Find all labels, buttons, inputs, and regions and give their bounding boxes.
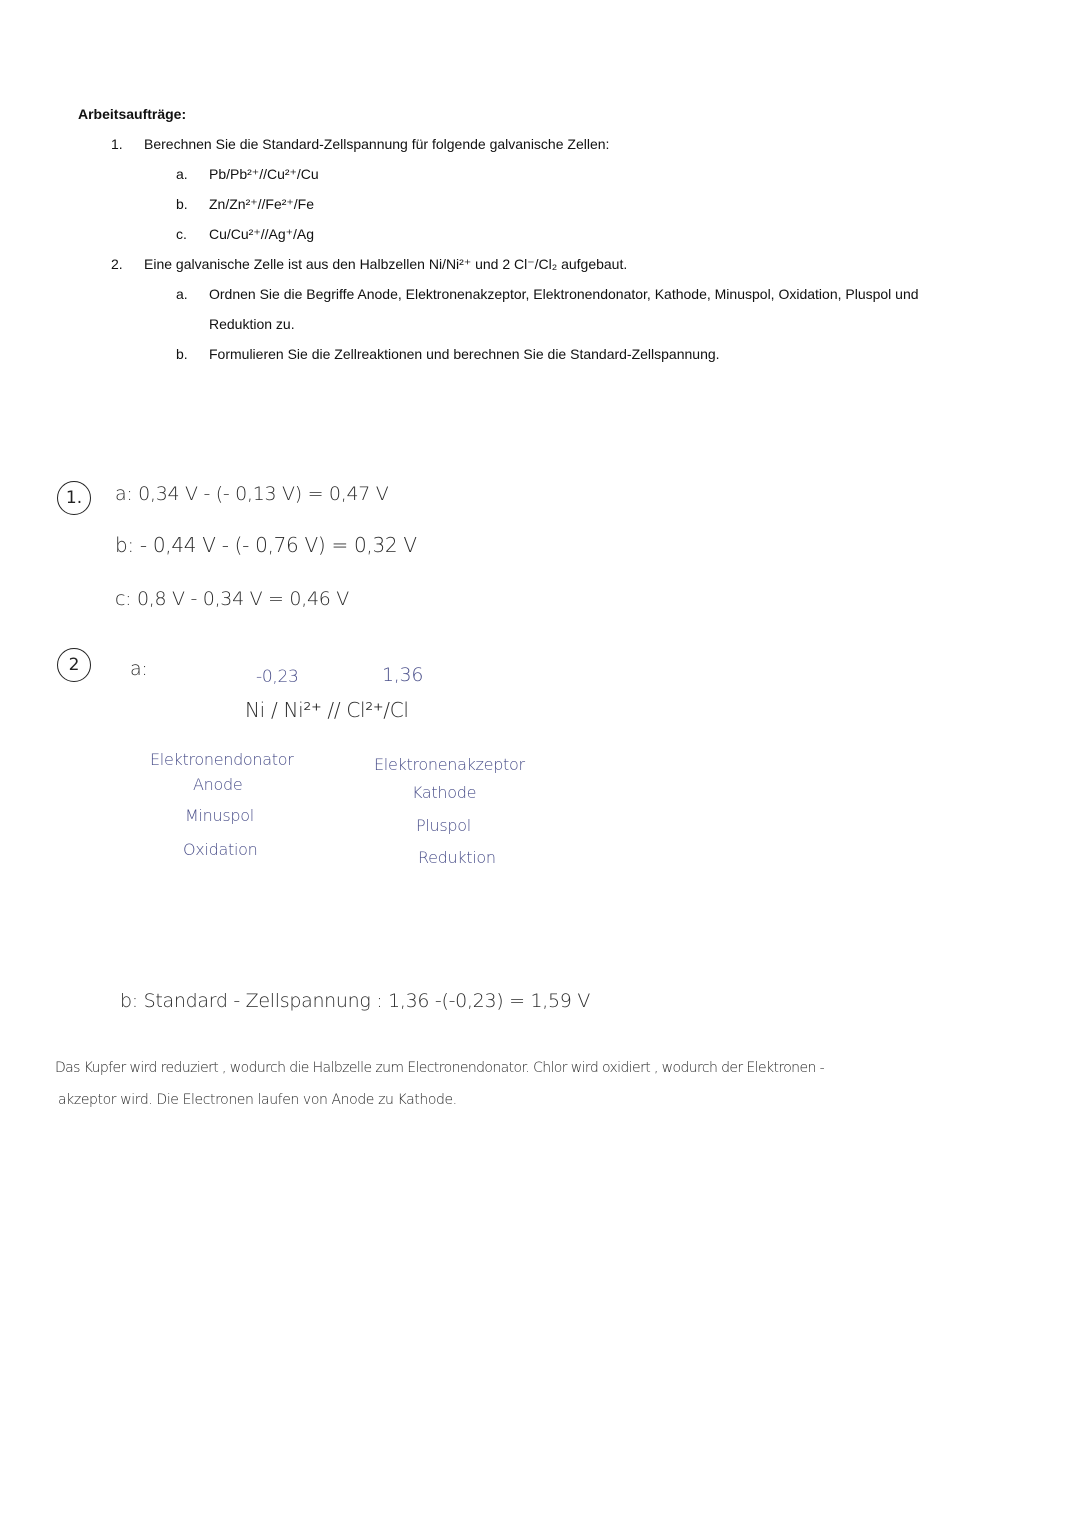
subtask-text: Ordnen Sie die Begriffe Anode, Elektronenakzeptor, Elektronendonator, Kathode, Minuspol, Oxidation, Pluspol und bbox=[209, 286, 919, 302]
explanation-line-2: akzeptor wird. Die Electronen laufen von Anode zu Kathode. bbox=[58, 1092, 457, 1108]
task-number: 1. bbox=[111, 136, 123, 152]
left-term: Anode bbox=[193, 775, 243, 794]
answer-1c: c: 0,8 V - 0,34 V = 0,46 V bbox=[115, 588, 349, 610]
right-term: Reduktion bbox=[418, 848, 496, 867]
subtask-text-continuation: Reduktion zu. bbox=[209, 316, 295, 332]
subtask-text: Cu/Cu²⁺//Ag⁺/Ag bbox=[209, 226, 315, 242]
answer-1a: a: 0,34 V - (- 0,13 V) = 0,47 V bbox=[115, 483, 389, 505]
right-potential: 1,36 bbox=[382, 664, 424, 686]
answer-2b: b: Standard - Zellspannung : 1,36 -(-0,23) = 1,59 V bbox=[120, 990, 591, 1012]
subtask-letter: b. bbox=[176, 346, 188, 362]
worksheet-heading: Arbeitsaufträge: bbox=[78, 106, 187, 122]
right-term: Pluspol bbox=[416, 816, 471, 835]
right-term: Elektronenakzeptor bbox=[374, 755, 525, 774]
task-text: Berechnen Sie die Standard-Zellspannung für folgende galvanische Zellen: bbox=[144, 136, 610, 152]
right-term: Kathode bbox=[412, 783, 477, 802]
subtask-letter: c. bbox=[176, 226, 187, 242]
cell-notation: Ni / Ni²⁺ // Cl²⁺/Cl bbox=[245, 698, 409, 722]
subtask-letter: a. bbox=[176, 286, 188, 302]
answer-1b: b: - 0,44 V - (- 0,76 V) = 0,32 V bbox=[115, 533, 417, 557]
subtask-letter: b. bbox=[176, 196, 188, 212]
left-term: Elektronendonator bbox=[150, 750, 294, 769]
subtask-letter: a. bbox=[176, 166, 188, 182]
subtask-text: Formulieren Sie die Zellreaktionen und berechnen Sie die Standard-Zellspannung. bbox=[209, 346, 720, 362]
answer-2a-label: a: bbox=[130, 658, 148, 680]
left-term: Oxidation bbox=[183, 840, 258, 859]
left-potential: -0,23 bbox=[256, 667, 299, 687]
answer-1-marker: 1. bbox=[57, 481, 91, 515]
answer-2-marker: 2 bbox=[57, 648, 91, 682]
task-number: 2. bbox=[111, 256, 123, 272]
left-term: Minuspol bbox=[185, 806, 254, 825]
explanation-line-1: Das Kupfer wird reduziert , wodurch die Halbzelle zum Electronendonator. Chlor wird oxidiert , wodurch der Elektronen - bbox=[55, 1060, 825, 1076]
subtask-text: Pb/Pb²⁺//Cu²⁺/Cu bbox=[209, 166, 319, 182]
subtask-text: Zn/Zn²⁺//Fe²⁺/Fe bbox=[209, 196, 315, 212]
task-text: Eine galvanische Zelle ist aus den Halbzellen Ni/Ni²⁺ und 2 Cl⁻/Cl₂ aufgebaut. bbox=[144, 256, 628, 272]
